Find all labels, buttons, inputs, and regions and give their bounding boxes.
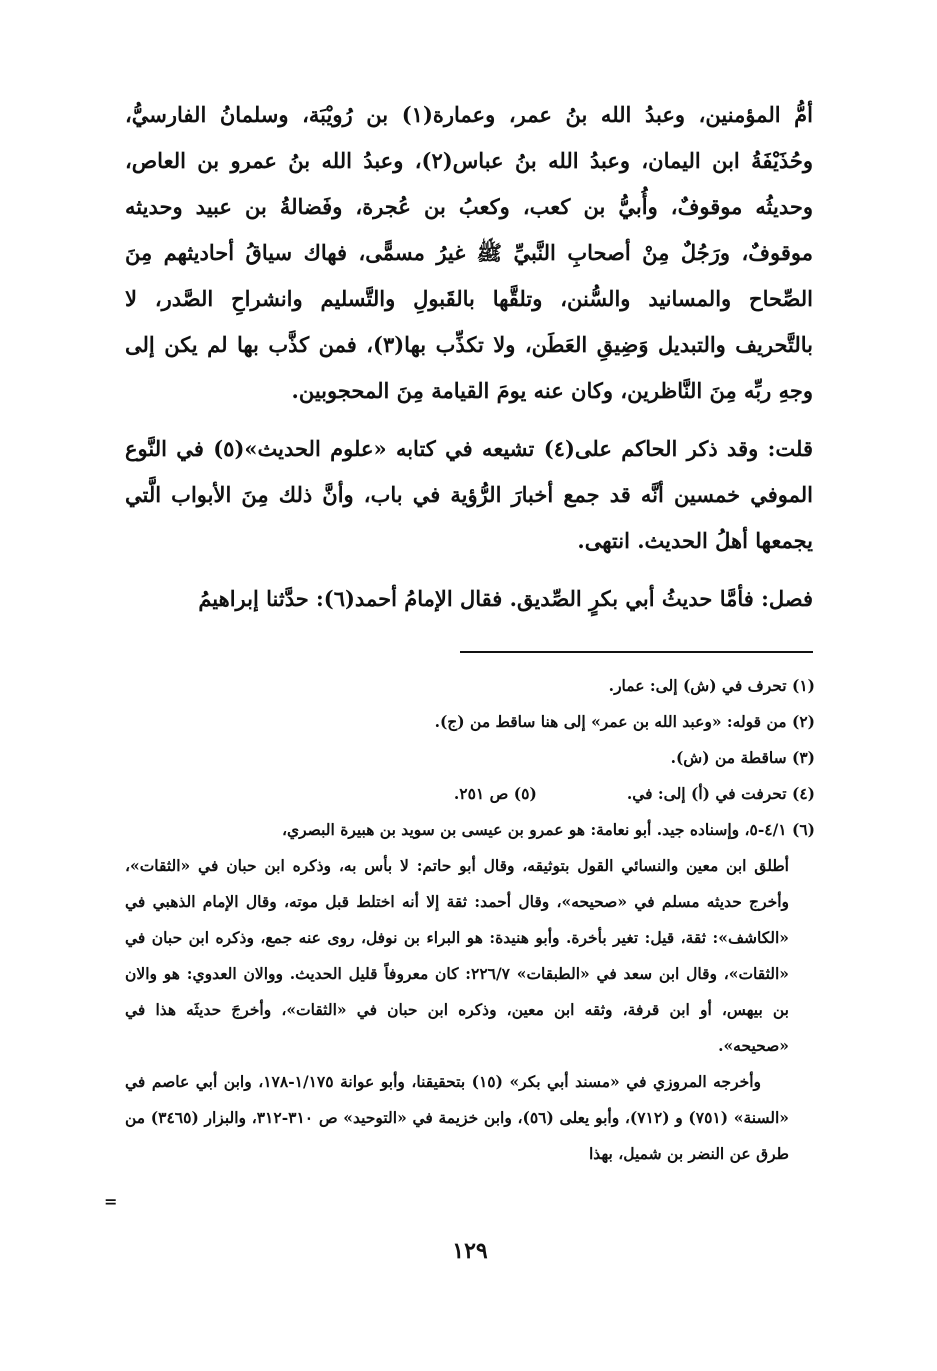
- footnote-row-4-5: [125, 776, 815, 812]
- footnote-2: (٢) من قوله: «وعبد الله بن عمر» إلى هنا ساقط من (ج).: [434, 712, 815, 731]
- footnotes: [125, 668, 815, 1172]
- page-number: ١٢٩: [452, 1238, 488, 1264]
- main-text: [125, 92, 813, 622]
- footnote-5: (٥) ص ٢٥١.: [453, 784, 537, 803]
- footnote-4: (٤) تحرفت في (أ) إلى: في.: [626, 784, 815, 803]
- paragraph-hakim-note: قلت: وقد ذكر الحاكم على(٤) تشيعه في كتابه «علوم الحديث»(٥) في النَّوع الموفي خمسين أنَّه قد جمع أخبارَ الرُّؤية في باب، وأنَّ ذلك مِنَ الأبواب الَّتي يجمعها أهلُ الحديث. انتهى.: [125, 436, 813, 553]
- footnote-6-extra: وأخرجه المروزي في «مسند أبي بكر» (١٥) بتحقيقنا، وأبو عوانة ١/١٧٥-١٧٨، وابن أبي عاصم في «السنة» (٧٥١) و (٧١٢)، وأبو يعلى (٥٦)، وابن خزيمة في «التوحيد» ص ٣١٠-٣١٢، والبزار (٣٤٦٥) من طرق عن النضر بن شميل، بهذا: [125, 1072, 789, 1163]
- footnote-1: (١) تحرف في (ش) إلى: عمار.: [608, 676, 815, 695]
- footnote-6-body: أطلق ابن معين والنسائي القول بتوثيقه، وقال أبو حاتم: لا بأس به، وذكره ابن حبان في «الثقات»، وأخرج حديثه مسلم في «صحيحه»، وقال أحمد: ثقة إلا أنه اختلط قبل موته، وقال الإمام الذهبي في «الكاشف»: ثقة، قيل: تغير بأخرة. وأبو هنيدة: هو البراء بن نوفل، روى عنه جمع، وذكره ابن حبان في «الثقات»، وقال ابن سعد في «الطبقات» ٢٢٦/٧: كان معروفاً قليل الحديث. ووالان العدوي: هو والان بن بيهس، أو ابن قرفة، وثقه ابن معين، وذكره ابن حبان في «الثقات»، وأخرجَ حديثَه هذا في «صحيحه».: [125, 856, 789, 1055]
- paragraph-companions: أمُّ المؤمنين، وعبدُ الله بنُ عمر، وعمارة(١) بن رُويْبَة، وسلمانُ الفارسيُّ، وحُذَيْفَةُ ابن اليمان، وعبدُ الله بنُ عباس(٢)، وعبدُ الله بنُ عمرو بن العاص، وحديثُه موقوفٌ، وأُبيُّ بن كعب، وكعبُ بن عُجرة، وفَضالةُ بن عبيد وحديثه موقوفٌ، ورَجُلٌ مِنْ أصحابِ النَّبيِّ ﷺ غيرُ مسمًّى، فهاك سياقُ أحاديثهم مِنَ الصِّحاح والمسانيد والسُّنن، وتلقَّها بالقَبولِ والتَّسليم وانشراحِ الصَّدر، لا بالتَّحريف والتبديل وَضِيقِ العَطَن، ولا تكذِّب بها(٣)، فمن كذَّب بها لم يكن إلى وجهِ ربِّه مِنَ النَّاظرين، وكان عنه يومَ القيامة مِنَ المحجوبين.: [125, 102, 813, 403]
- paragraph-abu-bakr-chapter: فصل: فأمَّا حديثُ أبي بكرٍ الصِّديق. فقال الإمامُ أحمد(٦): حدَّثنا إبراهيمُ: [198, 586, 813, 611]
- footnote-6-lead: (٦) ٤/١-٥، وإسناده جيد. أبو نعامة: هو عمرو بن عيسى بن سويد بن هبيرة البصري،: [281, 820, 815, 839]
- footnote-divider: [460, 651, 813, 653]
- footnote-3: (٣) ساقطة من (ش).: [670, 748, 815, 767]
- continuation-mark: =: [104, 1192, 118, 1211]
